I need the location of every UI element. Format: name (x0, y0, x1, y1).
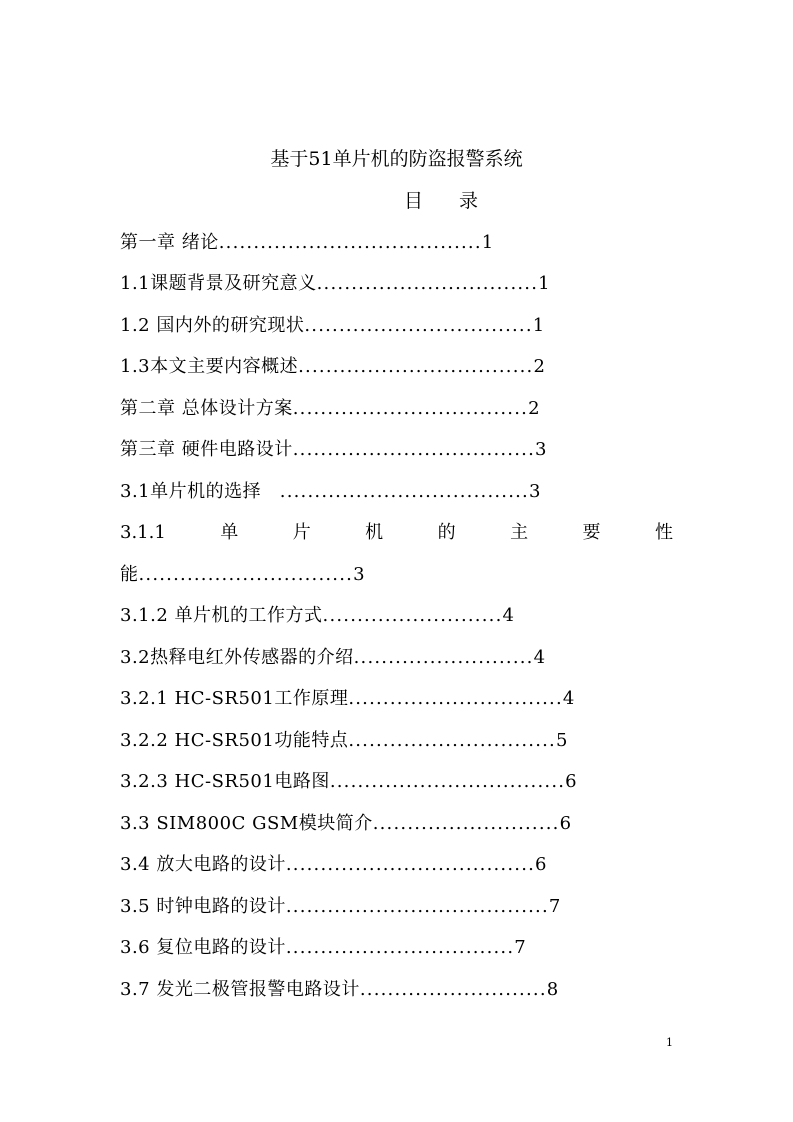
toc-spread-part: 要 (582, 522, 601, 543)
toc-entry[interactable] (120, 562, 365, 588)
toc-leader-dots: .................................. (298, 356, 534, 377)
toc-entry-label: 3.4 放大电路的设计 (120, 854, 286, 875)
toc-entry-page: 7 (548, 896, 561, 917)
toc-entry[interactable] (120, 437, 547, 463)
toc-entry-label: 1.2 国内外的研究现状 (120, 315, 305, 336)
toc-entry-label: 3.7 发光二极管报警电路设计 (120, 979, 360, 1000)
toc-spread-part: 性 (654, 522, 673, 543)
toc-leader-dots: .................................... (285, 854, 536, 875)
toc-entry[interactable] (120, 935, 526, 961)
toc-entry-label: 第二章 总体设计方案 (120, 398, 293, 419)
toc-leader-dots: .................................. (329, 771, 566, 792)
toc-entry[interactable] (120, 769, 577, 795)
toc-entry-label: 能 (120, 564, 139, 585)
toc-entry-label: 3.1单片机的选择 (120, 481, 280, 502)
toc-entry[interactable] (120, 479, 541, 505)
toc-spread-part: 单 (220, 522, 239, 543)
toc-entry-page: 4 (533, 647, 546, 668)
toc-leader-dots: ............................... (138, 564, 354, 585)
toc-leader-dots: .......................... (322, 605, 503, 626)
toc-leader-dots: ...................................... (285, 896, 549, 917)
toc-entry[interactable] (120, 686, 575, 712)
toc-entry-label: 3.3 SIM800C GSM模块简介 (120, 813, 373, 834)
toc-entry-page: 2 (528, 398, 541, 419)
toc-entry-page: 1 (538, 273, 551, 294)
toc-entry-spread[interactable] (120, 520, 673, 546)
toc-entry-label: 3.1.2 单片机的工作方式 (120, 605, 323, 626)
page-number: 1 (666, 1036, 673, 1049)
toc-entry-page: 8 (546, 979, 559, 1000)
toc-entry[interactable] (120, 894, 561, 920)
toc-leader-dots: ...................................... (218, 232, 482, 253)
toc-leader-dots: .......................... (353, 647, 534, 668)
toc-entry-page: 4 (502, 605, 515, 626)
toc-entry-label: 3.2.3 HC-SR501电路图 (120, 771, 330, 792)
toc-entry-label: 第三章 硬件电路设计 (120, 439, 293, 460)
toc-leader-dots: ................................. (304, 315, 533, 336)
toc-leader-dots: ............................... (348, 688, 563, 709)
toc-entry[interactable] (120, 811, 572, 837)
toc-entry-page: 1 (481, 232, 494, 253)
toc-leader-dots: ........................... (359, 979, 547, 1000)
toc-entry-page: 6 (565, 771, 578, 792)
toc-entry[interactable] (120, 728, 568, 754)
toc-entry[interactable] (120, 230, 494, 256)
toc-entry-page: 2 (533, 356, 546, 377)
toc-entry-page: 6 (535, 854, 547, 875)
toc-leader-dots: ................................ (316, 273, 539, 294)
toc-leader-dots: .............................. (348, 730, 556, 751)
toc-entry-label: 3.2.2 HC-SR501功能特点 (120, 730, 349, 751)
toc-entry-label: 3.2.1 HC-SR501工作原理 (120, 688, 349, 709)
toc-leader-dots: ................................. (285, 937, 515, 958)
toc-entry[interactable] (120, 852, 547, 878)
toc-spread-part: 机 (365, 522, 384, 543)
toc-entry-label: 1.1课题背景及研究意义 (120, 273, 317, 294)
toc-entry[interactable] (120, 396, 540, 422)
toc-leader-dots: ................................... (292, 439, 535, 460)
toc-entry[interactable] (120, 354, 545, 380)
document-title: 基于51单片机的防盗报警系统 (270, 148, 523, 170)
toc-entry[interactable] (120, 603, 514, 629)
toc-entry-page: 7 (514, 937, 527, 958)
toc-spread-part: 3.1.1 (120, 522, 166, 543)
toc-leader-dots: ........................... (372, 813, 560, 834)
toc-entry-label: 3.2热释电红外传感器的介绍 (120, 647, 354, 668)
toc-entry-page: 4 (562, 688, 575, 709)
toc-entry[interactable] (120, 645, 546, 671)
toc-entry-page: 3 (353, 564, 366, 585)
toc-leader-dots: .................................. (292, 398, 529, 419)
toc-entry-label: 3.5 时钟电路的设计 (120, 896, 286, 917)
toc-entry-page: 3 (535, 439, 547, 460)
toc-spread-part: 片 (292, 522, 311, 543)
toc-leader-dots: .................................... (279, 481, 529, 502)
toc-entry-label: 第一章 绪论 (120, 232, 219, 253)
toc-entry-label: 1.3本文主要内容概述 (120, 356, 299, 377)
toc-spread-part: 主 (510, 522, 529, 543)
toc-entry[interactable] (120, 271, 550, 297)
toc-heading: 目录 (404, 190, 515, 212)
toc-entry-page: 3 (528, 481, 541, 502)
toc-spread-part: 的 (437, 522, 456, 543)
toc-entry-label: 3.6 复位电路的设计 (120, 937, 286, 958)
toc-entry[interactable] (120, 313, 545, 339)
toc-entry-page: 1 (532, 315, 545, 336)
toc-entry-page: 5 (555, 730, 568, 751)
toc-entry-page: 6 (559, 813, 572, 834)
toc-entry[interactable] (120, 977, 559, 1003)
